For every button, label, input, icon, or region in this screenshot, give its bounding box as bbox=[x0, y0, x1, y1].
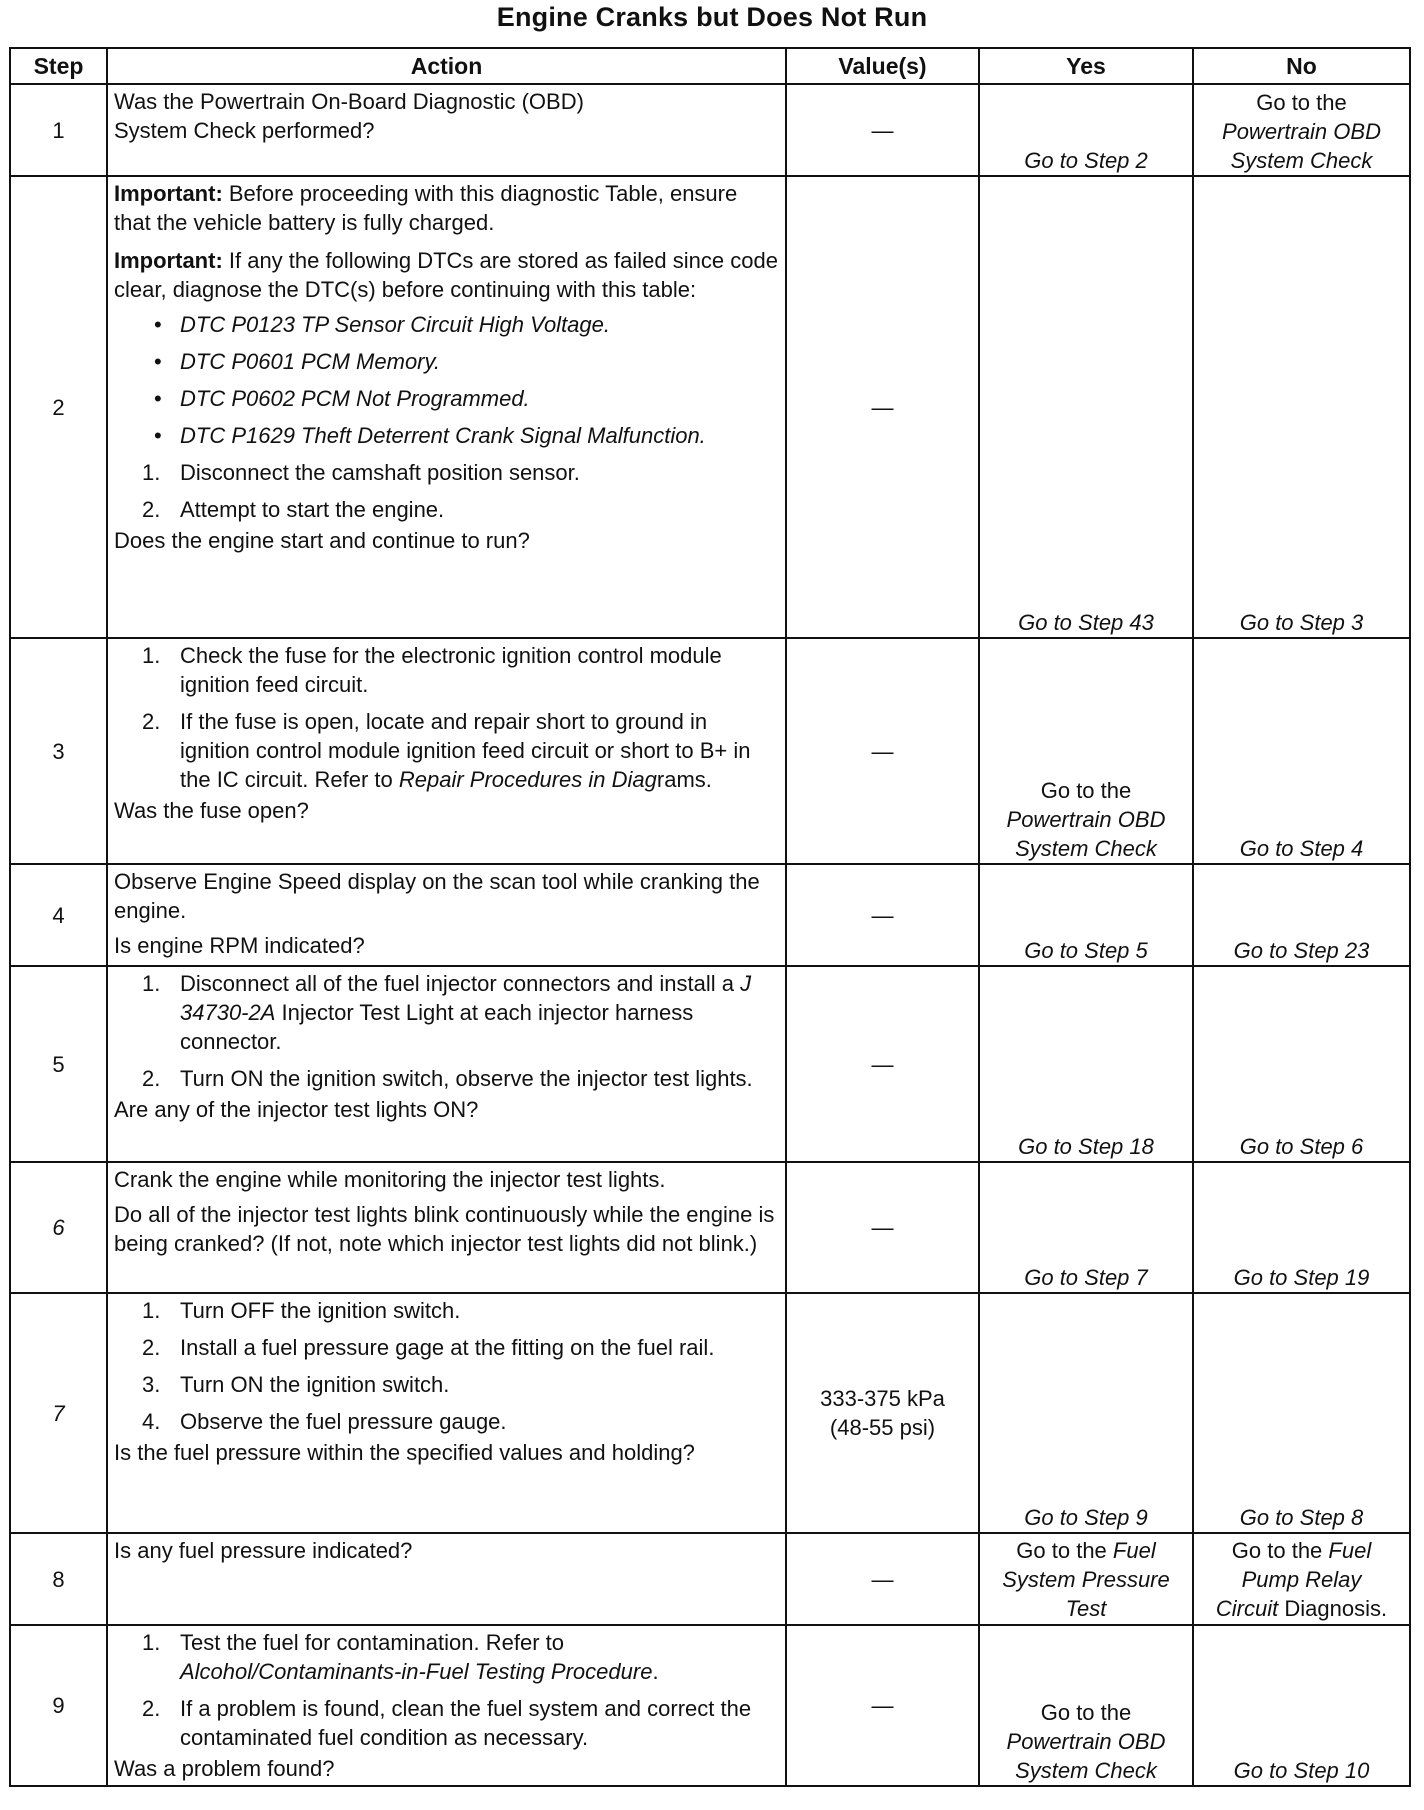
no-text: Circuit Diagnosis. bbox=[1215, 1595, 1388, 1621]
yes-cell bbox=[979, 638, 1193, 864]
table-row bbox=[10, 84, 1410, 176]
question-text: System Check performed? bbox=[114, 118, 375, 143]
procedure-item: 2. Install a fuel pressure gage at the fitting on the fuel rail. bbox=[142, 1335, 715, 1360]
question-text: Is any fuel pressure indicated? bbox=[114, 1538, 413, 1563]
table-row bbox=[10, 1625, 1410, 1786]
yes-cell: Go to Step 18 bbox=[979, 966, 1193, 1162]
no-cell: Go to Step 3 bbox=[1193, 176, 1410, 638]
no-cell: Go to Step 8 bbox=[1193, 1293, 1410, 1533]
action-cell bbox=[107, 84, 786, 176]
action-cell bbox=[107, 1625, 786, 1786]
action-cell bbox=[107, 1293, 786, 1533]
important-note bbox=[114, 179, 779, 237]
dtc-list bbox=[114, 310, 779, 450]
yes-cell: Go to Step 43 bbox=[979, 176, 1193, 638]
value-text: 333-375 kPa bbox=[820, 1386, 945, 1411]
important-label: Important: bbox=[114, 248, 223, 273]
value-cell: — bbox=[786, 1533, 979, 1625]
header-no: No bbox=[1193, 48, 1410, 84]
question-text: Do all of the injector test lights blink continuously while the engine is being cranked? (If not, note which injector test lights did not blink.) bbox=[114, 1202, 775, 1256]
no-text: Go to the bbox=[1256, 90, 1347, 115]
question-text: Does the engine start and continue to run? bbox=[114, 528, 530, 553]
no-cell: Go to Step 19 bbox=[1193, 1162, 1410, 1293]
action-text: Crank the engine while monitoring the injector test lights. bbox=[114, 1167, 666, 1192]
value-cell bbox=[786, 1293, 979, 1533]
procedure-item: 1. Test the fuel for contamination. Refer to Alcohol/Contaminants-in-Fuel Testing Procedure. bbox=[142, 1630, 659, 1684]
table-row bbox=[10, 1533, 1410, 1625]
procedure-list bbox=[114, 641, 779, 794]
table-row bbox=[10, 638, 1410, 864]
no-cell: Go to Step 10 bbox=[1193, 1625, 1410, 1786]
value-cell: — bbox=[786, 84, 979, 176]
important-label: Important: bbox=[114, 181, 223, 206]
question-text: Is the fuel pressure within the specified values and holding? bbox=[114, 1440, 695, 1465]
header-action: Action bbox=[107, 48, 786, 84]
yes-text: System Pressure bbox=[1002, 1566, 1170, 1592]
value-cell: — bbox=[786, 638, 979, 864]
procedure-list bbox=[114, 969, 779, 1093]
yes-text: Go to the bbox=[1040, 778, 1132, 803]
action-text: Observe Engine Speed display on the scan tool while cranking the engine. bbox=[114, 869, 760, 923]
table-row bbox=[10, 176, 1410, 638]
no-cell: Go to Step 4 bbox=[1193, 638, 1410, 864]
no-cell: Go to Step 23 bbox=[1193, 864, 1410, 966]
tool-number: J 34730-2A bbox=[180, 971, 752, 1025]
action-cell bbox=[107, 1533, 786, 1625]
value-text: (48-55 psi) bbox=[829, 1415, 936, 1440]
procedure-item: 2. If a problem is found, clean the fuel system and correct the contaminated fuel condition as necessary. bbox=[142, 1696, 752, 1750]
procedure-item: 1. Turn OFF the ignition switch. bbox=[142, 1298, 461, 1323]
step-number: 3 bbox=[10, 638, 107, 864]
table-row bbox=[10, 864, 1410, 966]
value-cell: — bbox=[786, 176, 979, 638]
table-row bbox=[10, 1162, 1410, 1293]
yes-text: System Check bbox=[1015, 1758, 1157, 1783]
header-value: Value(s) bbox=[786, 48, 979, 84]
procedure-list bbox=[114, 1628, 779, 1752]
step-number: 5 bbox=[10, 966, 107, 1162]
yes-text: Powertrain OBD bbox=[1006, 1729, 1166, 1754]
dtc-item: • DTC P0123 TP Sensor Circuit High Voltage. bbox=[114, 310, 779, 339]
step-number: 6 bbox=[10, 1162, 107, 1293]
no-text: Go to the Fuel bbox=[1231, 1537, 1372, 1563]
value-cell: — bbox=[786, 864, 979, 966]
procedure-item: 2. Attempt to start the engine. bbox=[142, 497, 445, 522]
procedure-item: 1. Disconnect the camshaft position sensor. bbox=[142, 460, 580, 485]
yes-cell: Go to Step 7 bbox=[979, 1162, 1193, 1293]
action-cell bbox=[107, 966, 786, 1162]
action-cell bbox=[107, 864, 786, 966]
no-cell bbox=[1193, 1533, 1410, 1625]
no-text: System Check bbox=[1230, 148, 1373, 173]
step-number: 2 bbox=[10, 176, 107, 638]
value-cell: — bbox=[786, 1162, 979, 1293]
procedure-list bbox=[114, 458, 779, 524]
diagnostic-table bbox=[9, 47, 1411, 1787]
procedure-list bbox=[114, 1296, 779, 1436]
page-title: Engine Cranks but Does Not Run bbox=[496, 2, 928, 32]
dtc-item: • DTC P1629 Theft Deterrent Crank Signal Malfunction. bbox=[114, 421, 779, 450]
no-cell: Go to Step 6 bbox=[1193, 966, 1410, 1162]
dtc-item: • DTC P0602 PCM Not Programmed. bbox=[114, 384, 779, 413]
table-row bbox=[10, 966, 1410, 1162]
important-text: If any the following DTCs are stored as failed since code clear, diagnose the DTC(s) before continuing with this table: bbox=[114, 248, 778, 302]
dtc-item: • DTC P0601 PCM Memory. bbox=[114, 347, 779, 376]
question-text: Was the fuse open? bbox=[114, 798, 309, 823]
reference-link[interactable]: Alcohol/Contaminants-in-Fuel Testing Procedure bbox=[180, 1659, 653, 1684]
yes-cell bbox=[979, 1533, 1193, 1625]
question-text: Was the Powertrain On-Board Diagnostic (OBD) bbox=[114, 89, 584, 114]
step-number: 7 bbox=[10, 1293, 107, 1533]
table-row bbox=[10, 1293, 1410, 1533]
no-text: Pump Relay bbox=[1241, 1566, 1362, 1592]
yes-cell: Go to Step 9 bbox=[979, 1293, 1193, 1533]
value-cell: — bbox=[786, 966, 979, 1162]
question-text: Are any of the injector test lights ON? bbox=[114, 1097, 479, 1122]
yes-text: Go to the Fuel bbox=[1016, 1537, 1156, 1563]
value-cell: — bbox=[786, 1625, 979, 1786]
yes-cell bbox=[979, 1625, 1193, 1786]
yes-text: System Check bbox=[1015, 836, 1157, 861]
important-text: Before proceeding with this diagnostic Table, ensure that the vehicle battery is fully charged. bbox=[114, 181, 738, 235]
yes-text: Test bbox=[1065, 1595, 1107, 1621]
table-header-row bbox=[10, 48, 1410, 84]
important-note bbox=[114, 246, 779, 304]
procedure-item: 1. Disconnect all of the fuel injector connectors and install a J 34730-2A Injector Test Light at each injector harness connector. bbox=[142, 971, 752, 1054]
step-number: 4 bbox=[10, 864, 107, 966]
step-number: 1 bbox=[10, 84, 107, 176]
question-text: Was a problem found? bbox=[114, 1756, 335, 1781]
procedure-item: 4. Observe the fuel pressure gauge. bbox=[142, 1409, 507, 1434]
procedure-item: 2. If the fuse is open, locate and repair short to ground in ignition control module ignition feed circuit or short to B+ in the IC circuit. Refer to Repair Procedures in Diagrams. bbox=[142, 709, 751, 792]
procedure-item: 3. Turn ON the ignition switch. bbox=[142, 1372, 450, 1397]
question-text: Is engine RPM indicated? bbox=[114, 933, 365, 958]
yes-cell: Go to Step 5 bbox=[979, 864, 1193, 966]
header-yes: Yes bbox=[979, 48, 1193, 84]
yes-text: Powertrain OBD bbox=[1006, 807, 1166, 832]
no-text: Powertrain OBD bbox=[1222, 119, 1381, 144]
header-step: Step bbox=[10, 48, 107, 84]
step-number: 9 bbox=[10, 1625, 107, 1786]
action-cell bbox=[107, 1162, 786, 1293]
procedure-item: 2. Turn ON the ignition switch, observe the injector test lights. bbox=[142, 1066, 753, 1091]
action-cell bbox=[107, 176, 786, 638]
procedure-item: 1. Check the fuse for the electronic ignition control module ignition feed circuit. bbox=[142, 643, 722, 697]
no-cell bbox=[1193, 84, 1410, 176]
step-number: 8 bbox=[10, 1533, 107, 1625]
yes-cell: Go to Step 2 bbox=[979, 84, 1193, 176]
action-cell bbox=[107, 638, 786, 864]
yes-text: Go to the bbox=[1040, 1700, 1132, 1725]
reference-link[interactable]: Repair Procedures in Diag bbox=[398, 767, 657, 792]
